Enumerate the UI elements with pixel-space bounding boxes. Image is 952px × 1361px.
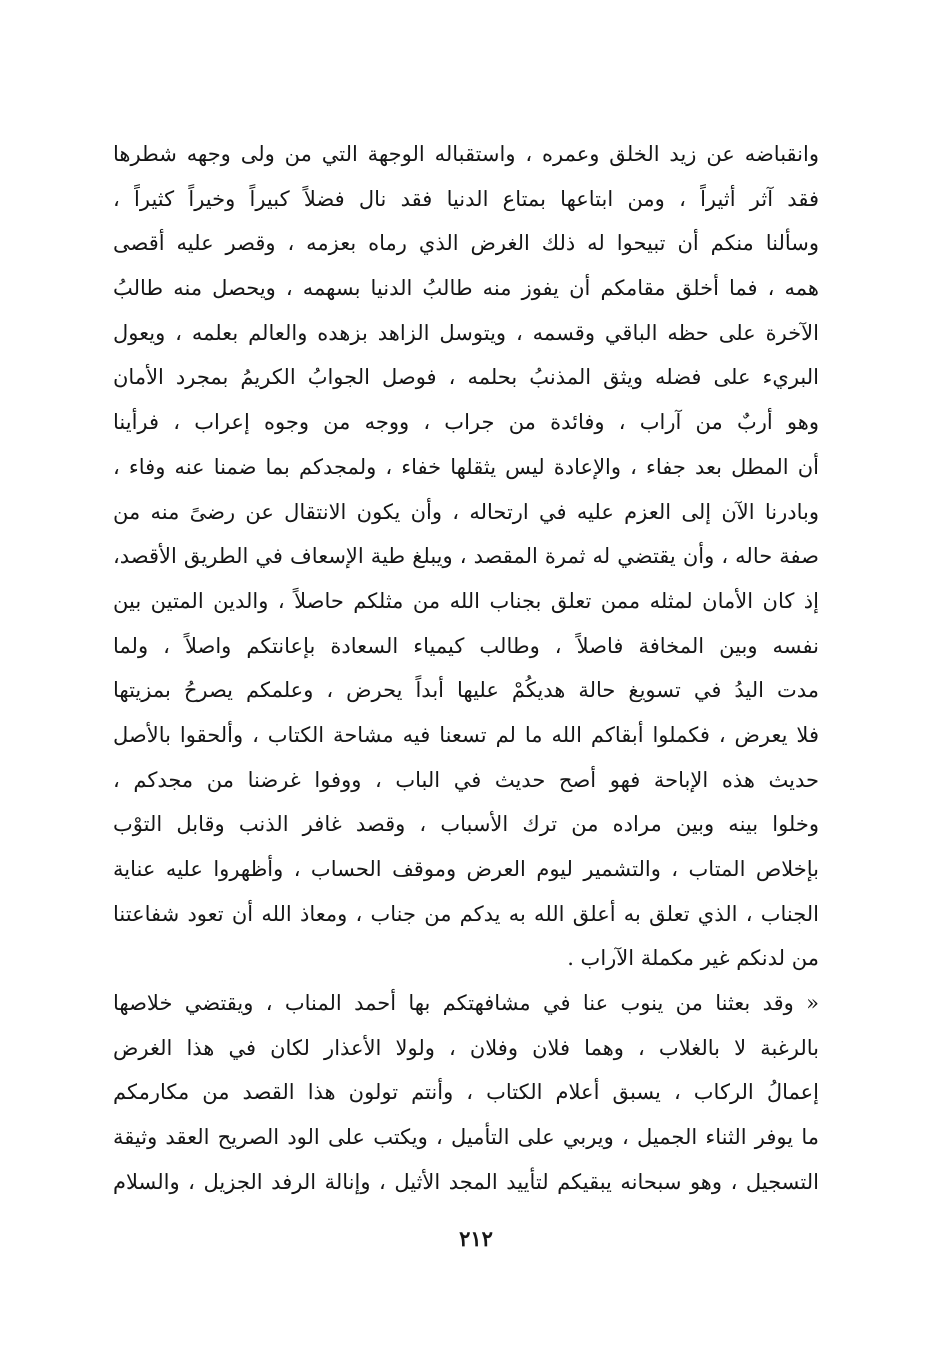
body-text: [113, 132, 819, 1205]
text-line: وخلوا بينه وبين مراده من ترك الأسباب ، وقصد غافر الذنب وقابل التوْب: [113, 812, 819, 837]
paragraph: [113, 132, 819, 981]
text-line: وبادرنا الآن إلى العزم عليه في ارتحاله ، وأن يكون الانتقال عن رضىً منه من: [113, 499, 819, 524]
text-line: حديث هذه الإباحة فهو أصح حديث في الباب ، ووفوا غرضنا من مجدكم ،: [113, 767, 819, 792]
text-line: « وقد بعثنا من ينوب عنا في مشافهتكم بها أحمد المناب ، ويقتضي خلاصها: [113, 991, 819, 1016]
text-line: الآخرة على حظه الباقي وقسمه ، ويتوسل الزاهد بزهده والعالم بعلمه ، ويعول: [113, 320, 819, 345]
text-line: ما يوفر الثناء الجميل ، ويربي على التأميل ، ويكتب على الود الصريح العقد وثيقة: [113, 1125, 819, 1150]
text-line: إعمالُ الركاب ، يسبق أعلام الكتاب ، وأنتم تولون هذا القصد من مكارمكم: [113, 1080, 819, 1105]
text-line: صفة حاله ، وأن يقتضي له ثمرة المقصد ، ويبلغ طية الإسعاف في الطريق الأقصد،: [113, 544, 819, 569]
text-line: بإخلاص المتاب ، والتشمير ليوم العرض وموقف الحساب ، وأظهروا عليه عناية: [113, 857, 819, 881]
text-line: همه ، فما أخلق مقامكم أن يفوز منه طالبُ الدنيا بسهمه ، ويحصل منه طالبُ: [113, 276, 819, 301]
text-line: نفسه وبين المخافة فاصلاً ، وطالب كيمياء السعادة بإعانتكم واصلاً ، ولما: [113, 633, 819, 658]
page-number: ٢١٢: [459, 1226, 493, 1251]
text-line: إذ كان الأمان لمثله ممن تعلق بجناب الله من مثلكم حاصلاً ، والدين المتين بين: [113, 588, 819, 613]
text-line: وهو أربٌ من آراب ، وفائدة من جراب ، ووجه من وجوه إعراب ، فرأينا: [113, 410, 819, 435]
paragraph: [113, 981, 819, 1204]
text-line: التسجيل ، وهو سبحانه يبقيكم لتأييد المجد الأثيل ، وإنالة الرفد الجزيل ، والسلام: [113, 1169, 819, 1194]
text-line: مدت اليدُ في تسويغ حالة هديكُمْ عليها أبداً يحرض ، وعلمكم يصرحُ بمزيتها: [113, 678, 819, 703]
text-line: وسألنا منكم أن تبيحوا له ذلك الغرض الذي رماه بعزمه ، وقصر عليه أقصى: [113, 231, 819, 256]
text-line: فقد آثر أثيراً ، ومن ابتاعها بمتاع الدنيا فقد نال فضلاً كبيراً وخيراً كثيراً ،: [113, 186, 819, 211]
text-line: بالرغبة لا بالغلاب ، وهما فلان وفلان ، ولولا الأعذار لكان في هذا الغرض: [113, 1035, 819, 1060]
text-line: أن المطل بعد جفاء ، والإعادة ليس يثقلها خفاء ، ولمجدكم بما ضمنا عنه وفاء ،: [113, 454, 819, 479]
text-line: البريء على فضله ويثق المذنبُ بحلمه ، فوصل الجوابُ الكريمُ بمجرد الأمان: [113, 365, 819, 390]
text-line: فلا يعرض ، فكملوا أبقاكم الله ما لم تسعنا فيه مشاحة الكتاب ، وألحقوا بالأصل: [113, 722, 819, 747]
text-line: وانقباضه عن زيد الخلق وعمره ، واستقباله الوجهة التي من ولى وجهه شطرها: [113, 142, 819, 166]
text-line: الجناب ، الذي تعلق به أعلق الله به يدكم من جناب ، ومعاذ الله أن تعود شفاعتنا: [113, 901, 819, 926]
text-line: من لدنكم غير مكملة الآراب .: [567, 946, 819, 971]
